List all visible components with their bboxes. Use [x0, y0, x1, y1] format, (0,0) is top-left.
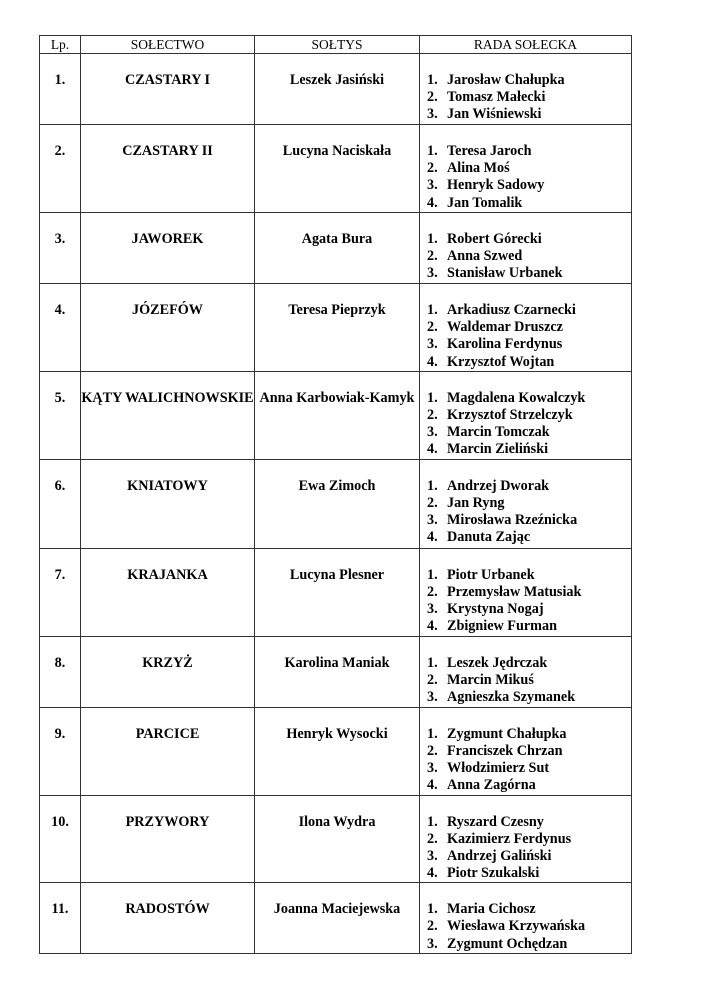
village-name [81, 548, 255, 636]
council-member [427, 584, 631, 601]
council-member-index: 3. [427, 336, 438, 353]
council-member-index: 1. [427, 143, 438, 159]
council-member-index: 2. [427, 494, 438, 511]
table-row [40, 707, 632, 795]
header-soltys: SOŁTYS [255, 36, 420, 54]
council-members [420, 548, 632, 636]
row-number-text: 10. [51, 813, 69, 830]
council-member-index: 4. [427, 353, 438, 370]
council-member-name: Marcin Tomczak [447, 424, 550, 441]
village-head [255, 636, 420, 707]
council-members [420, 213, 632, 284]
village-name-text: PARCICE [135, 725, 200, 742]
council-member [427, 726, 631, 743]
council-member [427, 72, 631, 89]
row-number [40, 707, 81, 795]
village-head-text: Leszek Jasiński [289, 72, 385, 88]
council-member [427, 478, 631, 495]
council-member-index: 3. [427, 424, 438, 441]
village-name [81, 371, 255, 459]
council-member-name: Arkadiusz Czarnecki [447, 302, 576, 318]
council-member [427, 901, 631, 918]
council-members [420, 636, 632, 707]
council-members [420, 284, 632, 372]
table-header-row [40, 36, 632, 54]
row-number [40, 636, 81, 707]
council-member-index: 4. [427, 777, 438, 794]
council-member [427, 441, 631, 458]
council-member-index: 2. [427, 742, 438, 759]
council-list [420, 883, 631, 953]
council-member [427, 601, 631, 618]
village-head [255, 54, 420, 125]
council-members [420, 795, 632, 883]
council-member-name: Mirosława Rzeźnicka [447, 511, 578, 528]
village-name-text: KRZYŻ [142, 654, 193, 671]
council-member-index: 1. [427, 231, 438, 247]
council-member-name: Marcin Mikuś [447, 671, 534, 688]
council-member-name: Magdalena Kowalczyk [447, 389, 586, 406]
village-head-text: Joanna Maciejewska [273, 901, 401, 918]
council-member [427, 743, 631, 760]
row-number-text: 11. [51, 901, 69, 918]
council-member [427, 936, 631, 953]
table-row [40, 459, 632, 548]
row-number-text: 1. [54, 72, 66, 88]
row-number-text: 7. [54, 566, 66, 583]
council-member [427, 865, 631, 882]
council-member-name: Anna Szwed [447, 248, 523, 265]
council-member-index: 1. [427, 725, 438, 742]
council-member-index: 1. [427, 389, 438, 406]
council-member [427, 106, 631, 123]
village-name [81, 284, 255, 372]
council-list [420, 549, 631, 636]
table-row [40, 284, 632, 372]
council-member [427, 302, 631, 319]
table-row [40, 883, 632, 954]
header-solectwo: SOŁECTWO [81, 36, 255, 54]
village-head [255, 707, 420, 795]
table-row [40, 795, 632, 883]
row-number [40, 883, 81, 954]
council-member [427, 336, 631, 353]
village-name-text: CZASTARY II [122, 143, 213, 159]
council-member-name: Andrzej Galiński [447, 847, 552, 864]
council-member-index: 4. [427, 865, 438, 882]
village-head [255, 548, 420, 636]
council-member [427, 177, 631, 194]
village-head-text: Lucyna Plesner [289, 566, 385, 583]
row-number [40, 795, 81, 883]
village-name-text: KNIATOWY [127, 477, 208, 494]
council-member-name: Jan Ryng [447, 494, 505, 511]
council-list [420, 284, 631, 371]
council-member-index: 2. [427, 671, 438, 688]
council-member-name: Jan Tomalik [447, 194, 523, 211]
council-member [427, 424, 631, 441]
village-head-text: Ewa Zimoch [298, 477, 376, 494]
village-name-text: PRZYWORY [125, 813, 210, 830]
row-number-text: 9. [54, 725, 66, 742]
header-lp: Lp. [40, 36, 81, 54]
council-member-name: Marcin Zieliński [447, 441, 549, 458]
council-member-index: 2. [427, 248, 438, 265]
row-number-text: 5. [54, 389, 66, 406]
council-member-name: Henryk Sadowy [447, 177, 545, 194]
council-member-name: Krzysztof Strzelczyk [447, 406, 573, 423]
council-member-name: Karolina Ferdynus [447, 336, 563, 353]
council-member [427, 689, 631, 706]
council-member-name: Robert Górecki [447, 231, 542, 247]
council-member [427, 89, 631, 106]
council-member [427, 390, 631, 407]
council-member [427, 354, 631, 371]
council-member-index: 3. [427, 759, 438, 776]
council-member-index: 2. [427, 319, 438, 336]
row-number [40, 54, 81, 125]
row-number [40, 125, 81, 213]
village-name [81, 213, 255, 284]
village-head [255, 213, 420, 284]
council-member [427, 848, 631, 865]
council-members [420, 707, 632, 795]
council-member-name: Ryszard Czesny [447, 813, 544, 830]
council-list [420, 796, 631, 883]
row-number-text: 6. [54, 477, 66, 494]
row-number [40, 213, 81, 284]
row-number-text: 2. [54, 143, 66, 159]
council-member-name: Zygmunt Ochędzan [447, 935, 568, 952]
council-member-name: Jan Wiśniewski [447, 106, 542, 123]
table-row [40, 125, 632, 213]
council-member-name: Przemysław Matusiak [447, 583, 582, 600]
council-member [427, 618, 631, 635]
council-member [427, 407, 631, 424]
village-head-text: Teresa Pieprzyk [288, 302, 386, 318]
council-list [420, 637, 631, 707]
council-member-index: 3. [427, 511, 438, 528]
table-row [40, 371, 632, 459]
council-member-name: Waldemar Druszcz [447, 319, 563, 336]
council-members [420, 883, 632, 954]
row-number-text: 8. [54, 654, 66, 671]
council-member [427, 672, 631, 689]
council-member [427, 265, 631, 282]
council-member [427, 760, 631, 777]
village-name-text: KĄTY WALICHNOWSKIE [81, 389, 254, 406]
council-member-index: 3. [427, 600, 438, 617]
council-member [427, 814, 631, 831]
council-member [427, 195, 631, 212]
council-list [420, 460, 631, 547]
row-number [40, 371, 81, 459]
village-name [81, 459, 255, 548]
village-name [81, 883, 255, 954]
council-member-index: 1. [427, 72, 438, 88]
council-member-index: 1. [427, 302, 438, 318]
council-member [427, 567, 631, 584]
council-member [427, 831, 631, 848]
council-member [427, 231, 631, 248]
council-member-name: Wiesława Krzywańska [447, 918, 586, 935]
council-member-index: 3. [427, 106, 438, 123]
council-member-name: Danuta Zając [447, 529, 531, 546]
village-head [255, 459, 420, 548]
council-member-name: Piotr Szukalski [447, 865, 540, 882]
village-head-text: Karolina Maniak [284, 654, 390, 671]
village-head-text: Ilona Wydra [298, 813, 376, 830]
council-list [420, 213, 631, 283]
council-member-name: Andrzej Dworak [447, 477, 550, 494]
council-member-index: 3. [427, 935, 438, 952]
council-member-index: 3. [427, 177, 438, 194]
council-member-index: 3. [427, 688, 438, 705]
row-number-text: 3. [54, 231, 66, 247]
council-list [420, 54, 631, 124]
council-list [420, 372, 631, 459]
council-members [420, 54, 632, 125]
village-name [81, 707, 255, 795]
council-member [427, 160, 631, 177]
council-members [420, 459, 632, 548]
village-head-text: Lucyna Naciskała [282, 143, 392, 159]
council-member-index: 2. [427, 89, 438, 106]
council-member-name: Zbigniew Furman [447, 618, 557, 635]
council-member-index: 1. [427, 813, 438, 830]
table-row [40, 636, 632, 707]
table-row [40, 54, 632, 125]
council-members [420, 125, 632, 213]
village-name-text: CZASTARY I [124, 72, 211, 88]
council-list [420, 125, 631, 212]
village-name [81, 636, 255, 707]
village-name [81, 125, 255, 213]
council-member-name: Agnieszka Szymanek [447, 688, 576, 705]
council-member-index: 4. [427, 194, 438, 211]
council-member [427, 777, 631, 794]
council-member-index: 1. [427, 901, 438, 918]
table-body [40, 54, 632, 954]
council-member-name: Kazimierz Ferdynus [447, 830, 572, 847]
council-member-index: 2. [427, 918, 438, 935]
council-member-name: Alina Moś [447, 160, 510, 177]
village-councils-table [39, 35, 632, 954]
council-member [427, 529, 631, 546]
village-head [255, 284, 420, 372]
council-member-index: 1. [427, 477, 438, 494]
council-member-index: 3. [427, 265, 438, 282]
council-member-name: Zygmunt Chałupka [447, 725, 567, 742]
village-head [255, 883, 420, 954]
council-member [427, 655, 631, 672]
council-member-index: 4. [427, 441, 438, 458]
council-member [427, 248, 631, 265]
village-name-text: KRAJANKA [127, 566, 208, 583]
row-number-text: 4. [54, 302, 66, 318]
council-member-name: Piotr Urbanek [447, 566, 535, 583]
council-member-name: Leszek Jędrczak [447, 654, 548, 671]
council-member-index: 2. [427, 583, 438, 600]
council-member-index: 1. [427, 566, 438, 583]
council-member-name: Anna Zagórna [447, 777, 536, 794]
village-name [81, 795, 255, 883]
village-name-text: JÓZEFÓW [132, 302, 203, 318]
village-head [255, 371, 420, 459]
council-member-name: Krzysztof Wojtan [447, 353, 555, 370]
council-member-name: Włodzimierz Sut [447, 759, 550, 776]
council-member-name: Jarosław Chałupka [447, 72, 565, 88]
council-member [427, 512, 631, 529]
village-name-text: RADOSTÓW [125, 901, 210, 918]
table-row [40, 548, 632, 636]
village-head-text: Agata Bura [301, 231, 373, 247]
row-number [40, 284, 81, 372]
council-member [427, 319, 631, 336]
header-rada: RADA SOŁECKA [420, 36, 632, 54]
row-number [40, 459, 81, 548]
village-head-text: Anna Karbowiak-Kamyk [259, 389, 415, 406]
table-row [40, 213, 632, 284]
village-head [255, 795, 420, 883]
council-member-name: Tomasz Małecki [447, 89, 546, 106]
council-member-index: 2. [427, 406, 438, 423]
council-member-name: Maria Cichosz [447, 901, 536, 918]
council-list [420, 708, 631, 795]
village-name-text: JAWOREK [131, 231, 204, 247]
council-members [420, 371, 632, 459]
council-member-index: 2. [427, 830, 438, 847]
council-member-name: Franciszek Chrzan [447, 742, 563, 759]
village-name [81, 54, 255, 125]
council-member [427, 918, 631, 935]
council-member-index: 2. [427, 160, 438, 177]
council-member-name: Teresa Jaroch [447, 143, 532, 159]
council-member-index: 4. [427, 529, 438, 546]
council-member-index: 4. [427, 618, 438, 635]
council-member-index: 1. [427, 654, 438, 671]
council-member [427, 143, 631, 160]
row-number [40, 548, 81, 636]
council-member [427, 495, 631, 512]
village-head-text: Henryk Wysocki [286, 725, 388, 742]
council-member-name: Krystyna Nogaj [447, 600, 544, 617]
council-member-name: Stanisław Urbanek [447, 265, 563, 282]
council-member-index: 3. [427, 847, 438, 864]
village-head [255, 125, 420, 213]
